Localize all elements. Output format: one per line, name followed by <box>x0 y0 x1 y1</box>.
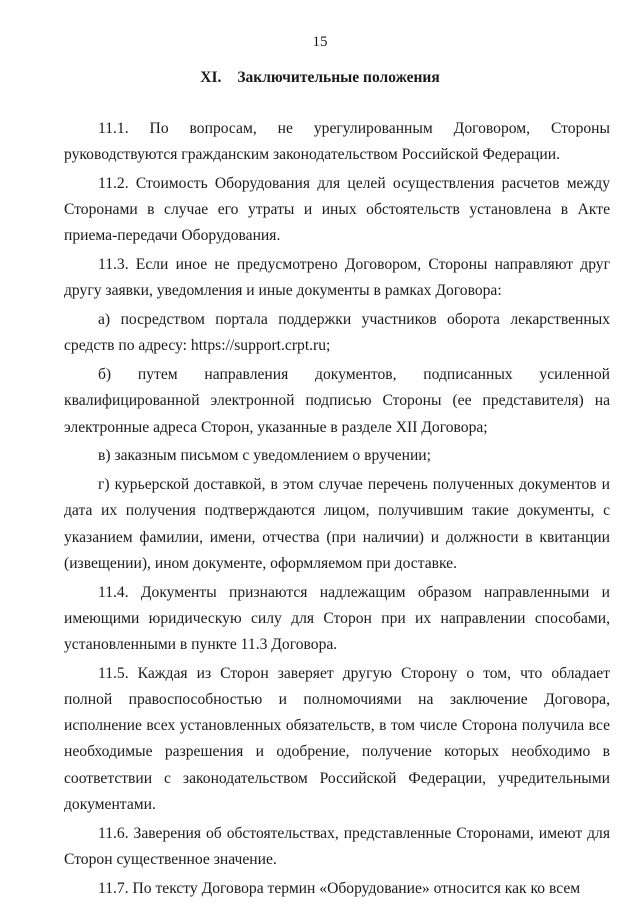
paragraph-11-7: 11.7. По тексту Договора термин «Оборудование» относится как ко всем <box>98 879 581 897</box>
list-item-a: а) посредством портала поддержки участников оборота лекарственных средств по адресу: https://support.crpt.ru; <box>64 311 610 355</box>
section-heading <box>0 69 640 87</box>
document-body <box>64 116 610 902</box>
list-item-v: в) заказным письмом с уведомлением о вручении; <box>98 447 431 465</box>
section-number: XI. <box>200 69 222 86</box>
paragraph-11-1: 11.1. По вопросам, не урегулированным Договором, Стороны руководствуются гражданским законодательством Российской Федерации. <box>64 120 610 164</box>
list-item-b: б) путем направления документов, подписанных усиленной квалифицированной электронной подписью Стороны (ее представителя) на электронные адреса Сторон, указанные в разделе XII Договора; <box>64 366 610 436</box>
paragraph-11-4: 11.4. Документы признаются надлежащим образом направленными и имеющими юридическую силу для Сторон при их направлении способами, установленными в пункте 11.3 Договора. <box>64 583 610 654</box>
paragraph-11-3: 11.3. Если иное не предусмотрено Договором, Стороны направляют друг другу заявки, уведомления и иные документы в рамках Договора: <box>64 256 610 300</box>
paragraph-11-5: 11.5. Каждая из Сторон заверяет другую Сторону о том, что обладает полной правоспособностью и полномочиями на заключение Договора, исполнение всех установленных обязательств, в том числе Сторона получила все необходимые разрешения и одобрение, получение которых необходимо в соответствии с законодательством Российской Федерации, учредительными документами. <box>64 664 610 813</box>
paragraph-11-2: 11.2. Стоимость Оборудования для целей осуществления расчетов между Сторонами в случае его утраты и иных обстоятельств установлена в Акте приема-передачи Оборудования. <box>64 175 610 245</box>
paragraph-11-6: 11.6. Заверения об обстоятельствах, представленные Сторонами, имеют для Сторон существенное значение. <box>64 824 610 868</box>
list-item-g: г) курьерской доставкой, в этом случае перечень полученных документов и дата их получения подтверждаются лицом, получившим такие документы, с указанием фамилии, имени, отчества (при наличии) и должности в квитанции (извещении), ином документе, оформляемом при доставке. <box>64 476 610 572</box>
section-title: Заключительные положения <box>237 69 440 86</box>
page-number: 15 <box>312 34 328 50</box>
